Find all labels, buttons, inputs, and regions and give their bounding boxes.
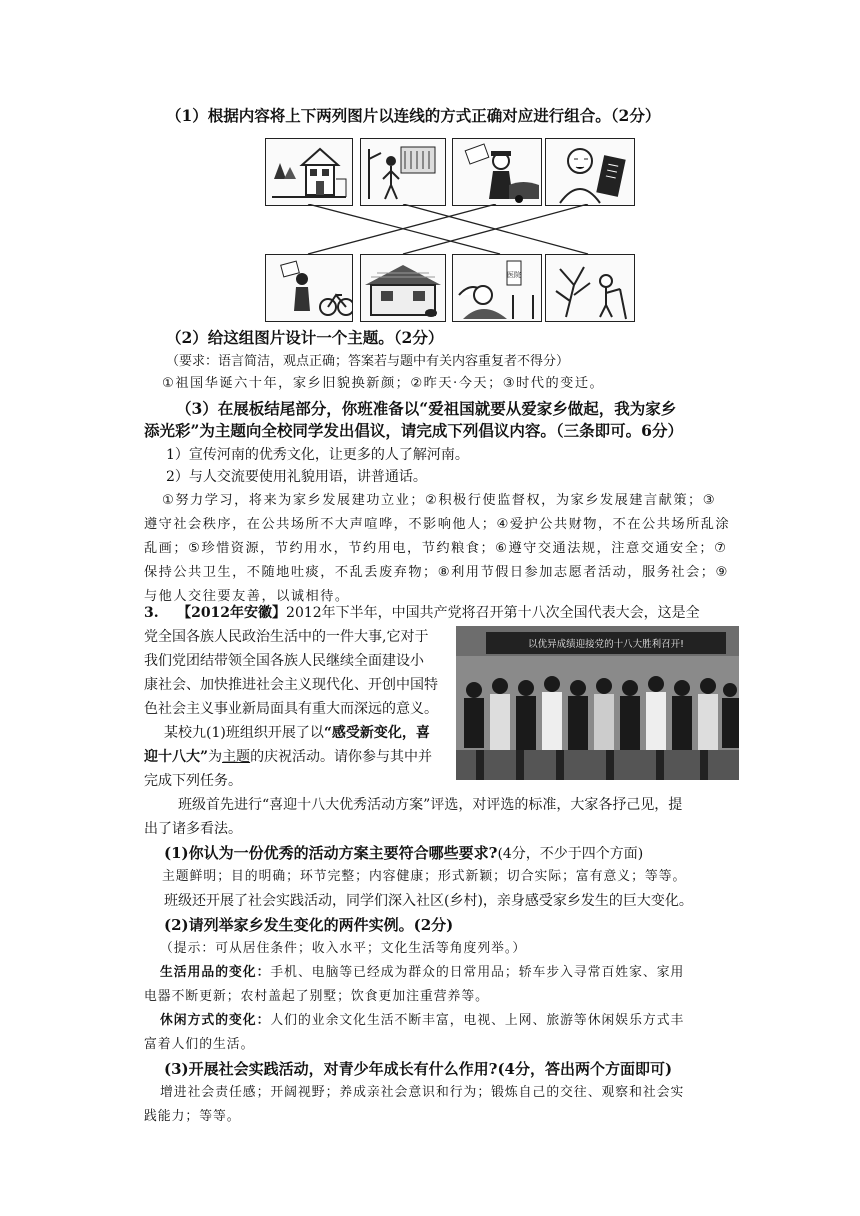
sub2-hint: （提示：可从居住条件；收入水平；文化生活等角度列举。） [160, 941, 527, 956]
section3-source: 【2012年安徽】 [177, 605, 287, 621]
sub3-label: (3)开展社会实践活动，对青少年成长有什么作用? [164, 1060, 498, 1078]
sub2-example-b [160, 1011, 684, 1031]
section3-intro-line: 党全国各族人民政治生活中的一件大事,它对于 [144, 629, 429, 645]
activity-theme-part2: 迎十八大” [144, 749, 209, 765]
sub2-example-a-text: 手机、电脑等已经成为群众的日常用品；轿车步入寻常百姓家、家用 [270, 965, 685, 980]
q3-label-line2: 添光彩”为主题向全校同学发出倡议，请完成下列倡议内容。（三条即可。6分） [144, 421, 683, 440]
picture-street-walker [360, 138, 446, 206]
sub2-example-a [160, 963, 684, 983]
sub2-example-b-title: 休闲方式的变化： [160, 1013, 271, 1028]
sub3-question [164, 1059, 672, 1079]
activity-theme-part1: “感受新变化，喜 [323, 725, 430, 741]
section3-intro-line: 康社会、加快推进社会主义现代化、开创中国特 [144, 677, 438, 693]
activity-theme-word: 主题 [222, 749, 251, 765]
activity-line3: 完成下列任务。 [144, 773, 242, 789]
q2-answer: ①祖国华诞六十年，家乡旧貌换新颜；②昨天·今天；③时代的变迁。 [162, 376, 605, 391]
picture-man-with-car [452, 138, 542, 206]
q3-answer-line: 乱画；⑤珍惜资源，节约用水，节约用电，节约粮食；⑥遵守交通法规，注意交通安全；⑦ [144, 541, 728, 556]
practice-text: 班级还开展了社会实践活动，同学们深入社区(乡村)，亲身感受家乡发生的巨大变化。 [164, 893, 693, 909]
evaluation-line2: 出了诸多看法。 [144, 821, 242, 837]
hospital-sign-text: 医院 [507, 271, 521, 279]
sub2-example-a-cont: 电器不断更新；农村盖起了别墅；饮食更加注重营养等。 [144, 989, 489, 1004]
q3-answer-line: 保持公共卫生，不随地吐痰，不乱丢废弃物；⑧利用节假日参加志愿者活动，服务社会；⑨ [144, 565, 729, 580]
celebration-photo [456, 626, 739, 780]
q3-answer-line: ①努力学习，将来为家乡发展建功立业；②积极行使监督权，为家乡发展建言献策；③ [162, 493, 717, 508]
section3-heading [144, 603, 700, 623]
q3-answer-line: 遵守社会秩序，在公共场所不大声喧哗，不影响他人；④爱护公共财物，不在公共场所乱涂 [144, 517, 731, 532]
q3-item-1: 1）宣传河南的优秀文化，让更多的人了解河南。 [166, 447, 469, 463]
section3-intro-line: 色社会主义事业新局面具有重大而深远的意义。 [144, 701, 438, 717]
sub2-label: (2)请列举家乡发生变化的两件实例。(2分) [164, 916, 454, 934]
sub3-score: (4分，答出两个方面即可) [497, 1060, 673, 1078]
sub1-score: (4分，不少于四个方面) [497, 846, 644, 862]
activity-text: 某校九(1)班组织开展了以 [164, 725, 324, 741]
q2-requirement: （要求：语言简洁，观点正确；答案若与题中有关内容重复者不得分） [166, 354, 570, 369]
sub1-label: (1)你认为一份优秀的活动方案主要符合哪些要求? [164, 844, 498, 862]
section3-intro-line: 我们党团结带领全国各族人民继续全面建设小 [144, 653, 424, 669]
sub2-example-b-text: 人们的业余文化生活不断丰富，电视、上网、旅游等休闲娱乐方式丰 [270, 1013, 685, 1028]
q1-label: （1）根据内容将上下两列图片以连线的方式正确对应进行组合。（2分） [166, 106, 661, 125]
activity-text: 为 [208, 749, 223, 765]
picture-thatched-hut [360, 254, 446, 322]
picture-farmer-tree [545, 254, 635, 322]
q3-label-line1: （3）在展板结尾部分，你班准备以“爱祖国就要从爱家乡做起，我为家乡 [176, 399, 677, 418]
connecting-lines [265, 204, 635, 254]
activity-line1 [164, 723, 430, 743]
activity-text: 的庆祝活动。请你参与其中并 [250, 749, 433, 765]
picture-man-with-bicycle [265, 254, 353, 322]
picture-old-man-sign [545, 138, 635, 206]
sub2-example-b-cont: 富着人们的生活。 [144, 1037, 255, 1052]
sub3-answer-line1: 增进社会责任感；开阔视野；养成亲社会意识和行为；锻炼自己的交往、观察和社会实 [160, 1085, 685, 1100]
activity-line2 [144, 747, 432, 767]
photo-banner-text: 以优异成绩迎接党的十八大胜利召开! [528, 639, 684, 650]
q3-answer-line: 与他人交往要友善，以诚相待。 [144, 589, 350, 604]
sub2-example-a-title: 生活用品的变化： [160, 965, 271, 980]
picture-old-house [265, 138, 353, 206]
q3-item-2: 2）与人交流要使用礼貌用语，讲普通话。 [166, 469, 427, 485]
section3-intro-line1: 2012年下半年，中国共产党将召开第十八次全国代表大会，这是全 [286, 605, 700, 621]
picture-hospital [452, 254, 542, 322]
sub1-answer: 主题鲜明；目的明确；环节完整；内容健康；形式新颖；切合实际；富有意义；等等。 [162, 869, 687, 884]
sub1-question [164, 843, 643, 864]
evaluation-line1: 班级首先进行“喜迎十八大优秀活动方案”评选，对评选的标准，大家各抒己见，提 [178, 797, 683, 813]
sub3-answer-line2: 践能力；等等。 [144, 1109, 241, 1124]
q2-label: （2）给这组图片设计一个主题。（2分） [166, 328, 444, 347]
section3-number: 3. [144, 605, 159, 621]
